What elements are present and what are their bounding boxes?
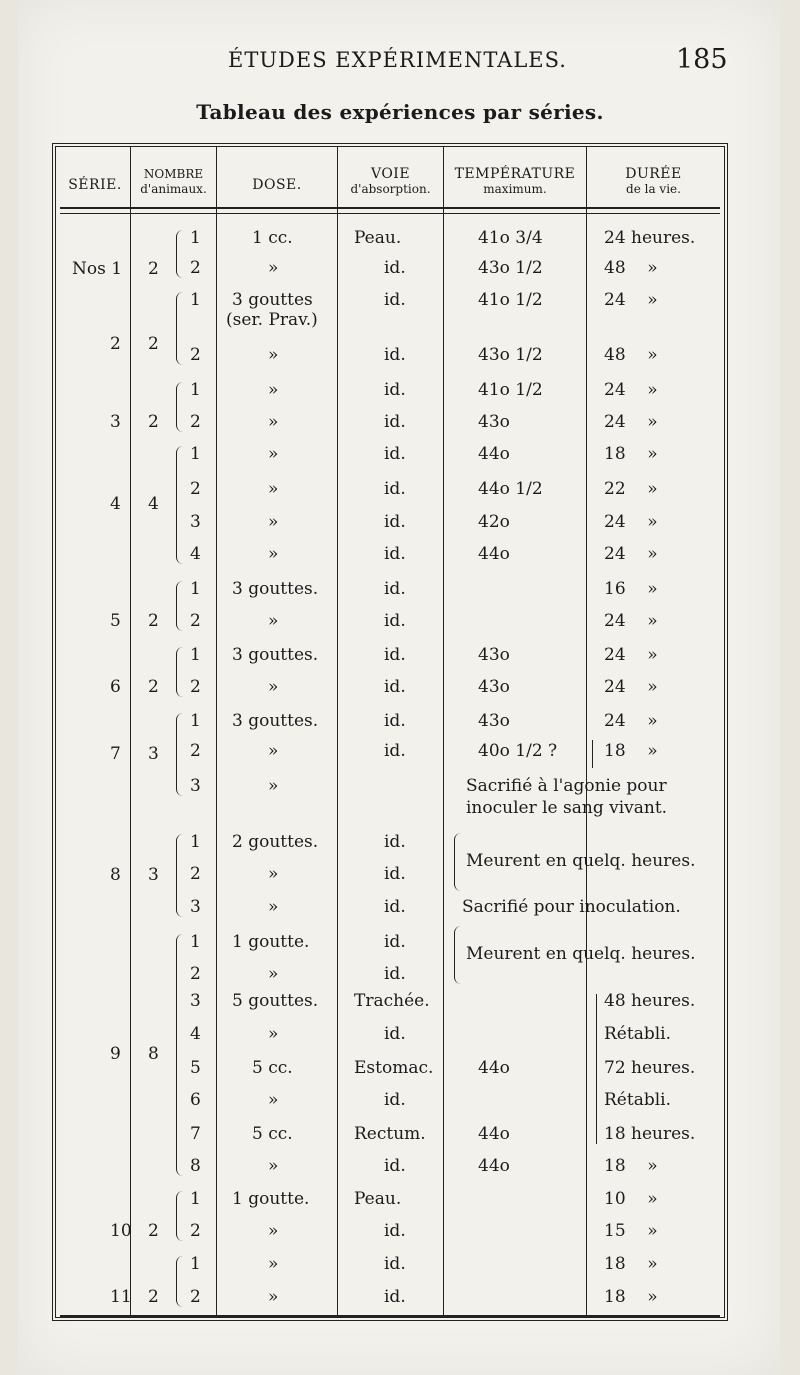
duree-value: 22 » — [604, 479, 658, 499]
animal-count: 4 — [148, 494, 159, 514]
dose-value: 5 gouttes. — [232, 991, 319, 1011]
dose-value: » — [268, 444, 279, 464]
animal-count: 2 — [148, 259, 159, 279]
voie-value: id. — [384, 1221, 406, 1241]
voie-value: id. — [384, 412, 406, 432]
note-serie7-line1: Sacrifié à l'agonie pour — [466, 776, 667, 796]
voie-value: id. — [384, 611, 406, 631]
col-header-nombre: NOMBRE d'animaux. — [140, 167, 207, 196]
voie-value: Estomac. — [354, 1058, 434, 1078]
voie-value: id. — [384, 1090, 406, 1110]
animal-count: 2 — [148, 333, 159, 354]
animal-index: 1 — [190, 832, 201, 852]
dose-value: 5 cc. — [252, 1124, 293, 1144]
series-brace — [176, 1256, 183, 1307]
note-serie8-b: Sacrifié pour inoculation. — [462, 897, 681, 917]
dose-value: 3 gouttes. — [232, 579, 319, 599]
voie-value: id. — [384, 832, 406, 852]
serie-number: 4 — [110, 494, 121, 514]
table-title: Tableau des expériences par séries. — [196, 100, 604, 124]
footer-rule — [60, 1315, 720, 1317]
series-brace — [176, 713, 183, 796]
temperature-value: 44o — [478, 1156, 510, 1176]
animal-index: 1 — [190, 932, 201, 952]
dose-value: » — [268, 864, 279, 884]
voie-value: id. — [384, 258, 406, 278]
animal-index: 2 — [190, 345, 201, 365]
series-brace — [176, 292, 183, 365]
dose-value: » — [268, 1090, 279, 1110]
voie-value: Peau. — [354, 1189, 402, 1209]
dose-value: 1 goutte. — [232, 1189, 310, 1209]
dose-value: 3 gouttes — [232, 290, 313, 310]
voie-value: id. — [384, 1254, 406, 1274]
animal-index: 2 — [190, 964, 201, 984]
duree-value: 24 » — [604, 512, 658, 532]
animal-index: 8 — [190, 1156, 201, 1176]
series-brace — [176, 382, 183, 432]
column-divider — [216, 147, 217, 1317]
animal-index: 2 — [190, 677, 201, 697]
animal-index: 3 — [190, 776, 201, 796]
note-serie8-a: Meurent en quelq. heures. — [466, 851, 696, 871]
series-brace — [176, 1191, 183, 1241]
voie-value: id. — [384, 1287, 406, 1307]
note-serie9-a: Meurent en quelq. heures. — [466, 944, 696, 964]
duree-value: 18 heures. — [604, 1124, 696, 1144]
dose-value: » — [268, 512, 279, 532]
dose-value: » — [268, 1221, 279, 1241]
animal-count: 8 — [148, 1044, 159, 1064]
serie-number: Nos 1 — [72, 259, 123, 279]
series-brace — [176, 581, 183, 631]
voie-value: id. — [384, 864, 406, 884]
voie-value: id. — [384, 444, 406, 464]
animal-count: 3 — [148, 864, 159, 885]
animal-index: 5 — [190, 1058, 201, 1078]
duree-value: 48 heures. — [604, 991, 696, 1011]
dose-value: » — [268, 677, 279, 697]
serie-number: 10 — [110, 1221, 132, 1241]
duree-value: 24 » — [604, 412, 658, 432]
serie-number: 6 — [110, 677, 121, 697]
serie-number: 11 — [110, 1286, 132, 1307]
duree-value: 24 » — [604, 290, 658, 310]
duree-value: 10 » — [604, 1189, 658, 1209]
voie-value: id. — [384, 512, 406, 532]
temperature-value: 41o 1/2 — [478, 290, 543, 310]
dose-value: (ser. Prav.) — [226, 310, 318, 330]
dose-value: » — [268, 897, 279, 917]
column-divider — [586, 147, 587, 1317]
animal-index: 1 — [190, 579, 201, 599]
animal-index: 2 — [190, 258, 201, 278]
voie-value: id. — [384, 741, 406, 761]
dose-value: » — [268, 1287, 279, 1307]
note-bracket — [454, 833, 461, 891]
animal-index: 1 — [190, 1189, 201, 1209]
voie-value: id. — [384, 1156, 406, 1176]
dose-value: 3 gouttes. — [232, 645, 319, 665]
voie-value: Rectum. — [354, 1124, 426, 1144]
animal-index: 1 — [190, 228, 201, 248]
duree-value: 24 » — [604, 711, 658, 731]
temperature-value: 43o — [478, 645, 510, 665]
temperature-value: 44o — [478, 544, 510, 564]
duree-value: 48 » — [604, 258, 658, 278]
dose-value: » — [268, 964, 279, 984]
dose-value: » — [268, 1156, 279, 1176]
animal-index: 2 — [190, 611, 201, 631]
voie-value: id. — [384, 964, 406, 984]
animal-index: 2 — [190, 412, 201, 432]
temperature-value: 42o — [478, 512, 510, 532]
dose-value: » — [268, 258, 279, 278]
dose-value: » — [268, 611, 279, 631]
column-divider — [443, 147, 444, 1317]
voie-value: id. — [384, 1024, 406, 1044]
temperature-value: 44o 1/2 — [478, 479, 543, 499]
temperature-value: 44o — [478, 444, 510, 464]
animal-index: 1 — [190, 444, 201, 464]
serie-number: 3 — [110, 412, 121, 432]
animal-index: 2 — [190, 1221, 201, 1241]
animal-index: 4 — [190, 544, 201, 564]
duree-value: 24 » — [604, 380, 658, 400]
temperature-value: 43o — [478, 677, 510, 697]
duree-bar — [596, 994, 597, 1144]
voie-value: id. — [384, 544, 406, 564]
duree-value: 24 » — [604, 544, 658, 564]
col-header-dose: DOSE. — [252, 177, 302, 193]
duree-bar — [592, 740, 593, 768]
animal-index: 1 — [190, 290, 201, 310]
temperature-value: 41o 1/2 — [478, 380, 543, 400]
temperature-value: 44o — [478, 1058, 510, 1078]
dose-value: » — [268, 1254, 279, 1274]
voie-value: Trachée. — [354, 991, 430, 1011]
column-divider — [337, 147, 338, 1317]
animal-index: 3 — [190, 897, 201, 917]
voie-value: id. — [384, 711, 406, 731]
duree-value: 18 » — [604, 444, 658, 464]
duree-value: Rétabli. — [604, 1090, 671, 1110]
animal-index: 3 — [190, 512, 201, 532]
dose-value: 1 cc. — [252, 228, 293, 248]
animal-index: 6 — [190, 1090, 201, 1110]
header-rule — [60, 207, 720, 209]
dose-value: » — [268, 1024, 279, 1044]
dose-value: » — [268, 479, 279, 499]
dose-value: 5 cc. — [252, 1058, 293, 1078]
temperature-value: 40o 1/2 ? — [478, 741, 558, 761]
animal-index: 1 — [190, 380, 201, 400]
voie-value: id. — [384, 645, 406, 665]
series-brace — [176, 934, 183, 1176]
series-brace — [176, 647, 183, 697]
animal-index: 3 — [190, 991, 201, 1011]
header-rule — [60, 213, 720, 214]
dose-value: 3 gouttes. — [232, 711, 319, 731]
note-bracket — [454, 926, 461, 984]
duree-value: 15 » — [604, 1221, 658, 1241]
duree-value: 24 » — [604, 677, 658, 697]
dose-value: » — [268, 544, 279, 564]
dose-value: » — [268, 380, 279, 400]
col-header-serie: SÉRIE. — [68, 177, 122, 193]
duree-value: Rétabli. — [604, 1024, 671, 1044]
running-title: ÉTUDES EXPÉRIMENTALES. — [228, 48, 567, 72]
dose-value: » — [268, 412, 279, 432]
duree-value: 18 » — [604, 1254, 658, 1274]
voie-value: Peau. — [354, 228, 402, 248]
duree-value: 18 » — [604, 741, 658, 761]
animal-count: 2 — [148, 412, 159, 432]
dose-value: » — [268, 741, 279, 761]
voie-value: id. — [384, 479, 406, 499]
animal-count: 2 — [148, 677, 159, 697]
col-header-duree: DURÉE de la vie. — [625, 166, 682, 196]
duree-value: 72 heures. — [604, 1058, 696, 1078]
serie-number: 2 — [110, 333, 121, 354]
duree-value: 18 » — [604, 1156, 658, 1176]
duree-value: 24 » — [604, 645, 658, 665]
serie-number: 5 — [110, 611, 121, 631]
serie-number: 9 — [110, 1044, 121, 1064]
animal-count: 2 — [148, 1286, 159, 1307]
voie-value: id. — [384, 579, 406, 599]
temperature-value: 43o 1/2 — [478, 258, 543, 278]
page-number: 185 — [676, 44, 728, 75]
temperature-value: 44o — [478, 1124, 510, 1144]
dose-value: 2 gouttes. — [232, 832, 319, 852]
voie-value: id. — [384, 290, 406, 310]
animal-count: 2 — [148, 1221, 159, 1241]
voie-value: id. — [384, 380, 406, 400]
animal-index: 2 — [190, 864, 201, 884]
voie-value: id. — [384, 897, 406, 917]
temperature-value: 43o — [478, 711, 510, 731]
dose-value: » — [268, 345, 279, 365]
duree-value: 48 » — [604, 345, 658, 365]
dose-value: » — [268, 776, 279, 796]
duree-value: 24 » — [604, 611, 658, 631]
column-divider — [130, 147, 131, 1317]
duree-value: 24 heures. — [604, 228, 696, 248]
animal-index: 1 — [190, 711, 201, 731]
series-brace — [176, 834, 183, 917]
table-frame — [52, 143, 728, 1321]
col-header-voie: VOIE d'absorption. — [350, 166, 431, 196]
animal-index: 2 — [190, 1287, 201, 1307]
series-brace — [176, 230, 183, 278]
temperature-value: 41o 3/4 — [478, 228, 543, 248]
serie-number: 8 — [110, 864, 121, 885]
duree-value: 18 » — [604, 1287, 658, 1307]
series-brace — [176, 446, 183, 564]
animal-index: 1 — [190, 645, 201, 665]
temperature-value: 43o — [478, 412, 510, 432]
note-serie7-line2: inoculer le sang vivant. — [466, 798, 668, 818]
animal-index: 7 — [190, 1124, 201, 1144]
serie-number: 7 — [110, 743, 121, 764]
animal-index: 2 — [190, 479, 201, 499]
voie-value: id. — [384, 677, 406, 697]
duree-value: 16 » — [604, 579, 658, 599]
dose-value: 1 goutte. — [232, 932, 310, 952]
col-header-temperature: TEMPÉRATURE maximum. — [454, 166, 576, 196]
voie-value: id. — [384, 932, 406, 952]
animal-count: 3 — [148, 743, 159, 764]
animal-index: 1 — [190, 1254, 201, 1274]
animal-count: 2 — [148, 611, 159, 631]
animal-index: 4 — [190, 1024, 201, 1044]
voie-value: id. — [384, 345, 406, 365]
animal-index: 2 — [190, 741, 201, 761]
running-head — [0, 44, 800, 76]
temperature-value: 43o 1/2 — [478, 345, 543, 365]
